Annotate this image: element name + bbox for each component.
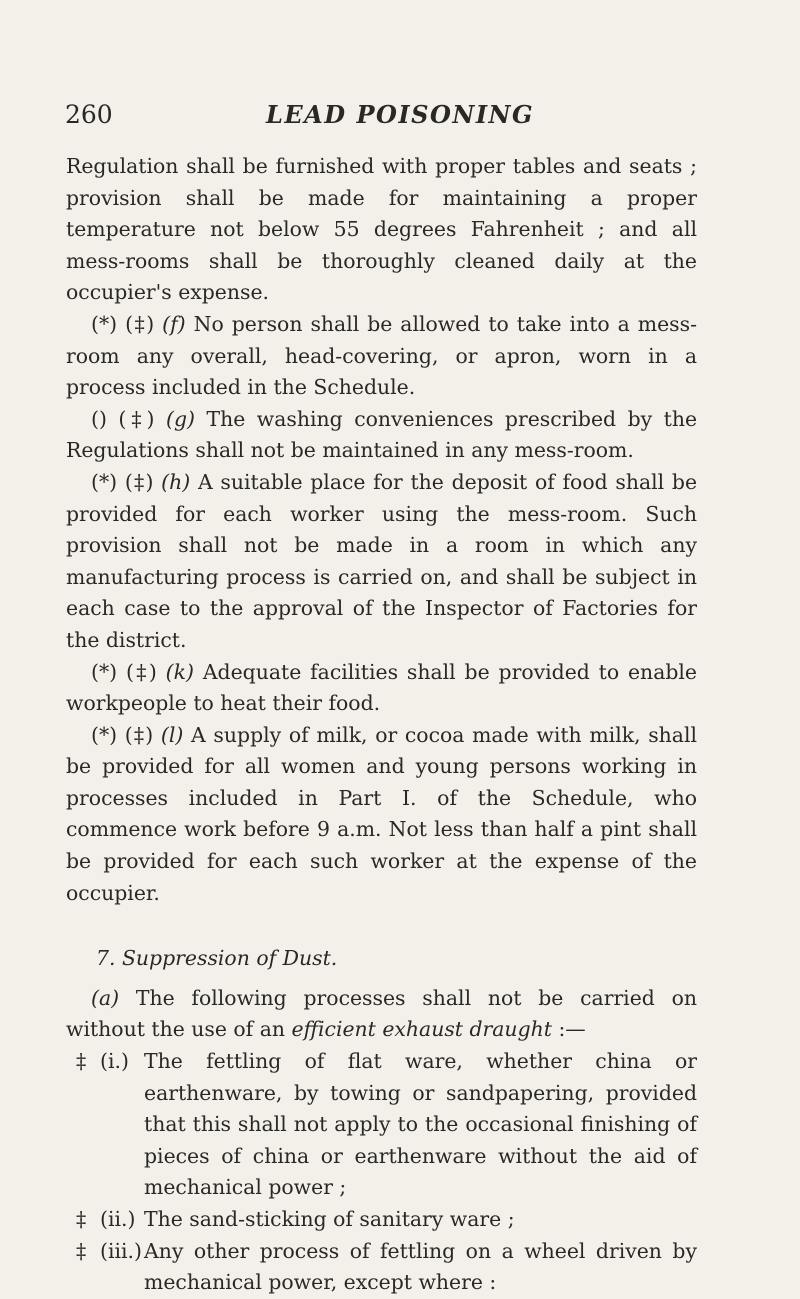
body-text — [66, 151, 697, 1299]
page-number: 260 — [65, 100, 113, 129]
regulation-a-tail: :— — [558, 1017, 586, 1042]
regulation-h-text: A suitable place for the deposit of food shall be provided for each worker using the mess-room. Such provision shall not be made in a room in which any manufacturing process is carried on, and shall be subject in each case to the approval of the Inspector of Factories for the district. — [66, 469, 698, 652]
regulation-f-text: No person shall be allowed to take into a mess-room any overall, head-covering, or apron, worn in a process included in the Schedule. — [66, 311, 697, 400]
regulation-l-prefix: (*) (‡) — [91, 722, 154, 747]
list-item — [66, 1046, 697, 1204]
regulation-h-prefix: (*) (‡) — [91, 469, 154, 494]
regulation-l-label: (l) — [160, 722, 184, 747]
regulation-f — [66, 309, 697, 404]
list-item-text: The sand-sticking of sanitary ware ; — [144, 1207, 515, 1231]
section-heading — [66, 943, 697, 975]
running-title: LEAD POISONING — [266, 100, 534, 129]
regulation-l — [66, 720, 697, 910]
page-header — [65, 100, 735, 140]
regulation-k-label: (k) — [165, 659, 194, 684]
regulation-a — [66, 983, 697, 1046]
regulation-h-label: (h) — [161, 469, 191, 494]
list-item-number: (ii.) — [100, 1207, 136, 1231]
double-dagger-mark: ‡ — [76, 1049, 87, 1074]
regulation-a-text: The following processes shall not be carried on without the use of an — [66, 985, 698, 1042]
regulation-k — [66, 657, 697, 720]
section-title: Suppression of Dust. — [121, 946, 338, 971]
list-item-number: (iii.) — [100, 1238, 142, 1263]
regulation-h — [66, 467, 697, 657]
regulation-f-prefix: (*) (‡) — [91, 311, 155, 336]
regulation-g-label: (g) — [166, 406, 195, 431]
double-dagger-mark: ‡ — [76, 1238, 87, 1263]
paragraph-continuation: Regulation shall be furnished with proper tables and seats ; provision shall be made for maintaining a proper temperature not below 55 degrees Fahrenheit ; and all mess-rooms shall be thoroughly cleaned daily at the occupier's expense. — [66, 154, 697, 305]
regulation-g — [66, 404, 697, 467]
double-dagger-mark: ‡ — [76, 1207, 87, 1231]
regulation-a-emphasis: efficient exhaust draught — [291, 1017, 552, 1042]
list-item-text: The fettling of flat ware, whether china or earthenware, by towing or sandpapering, provided that this shall not apply to the occasional finishing of pieces of china or earthenware without the aid of mechanical power ; — [144, 1049, 697, 1200]
list-item — [66, 1236, 697, 1299]
regulation-g-text: The washing conveniences prescribed by the Regulations shall not be maintained in any mess-room. — [66, 406, 698, 463]
regulation-f-label: (f) — [162, 311, 186, 336]
list-item — [66, 1204, 697, 1236]
regulation-a-label: (a) — [91, 985, 120, 1010]
regulation-k-text: Adequate facilities shall be provided to enable workpeople to heat their food. — [66, 659, 697, 716]
list-item-number: (i.) — [100, 1049, 129, 1074]
regulation-g-prefix: () (‡) — [91, 406, 155, 431]
regulation-l-text: A supply of milk, or cocoa made with milk, shall be provided for all women and young persons working in processes included in Part I. of the Schedule, who commence work before 9 a.m. Not less than half a pint shall be provided for each such worker at the expense of the occupier. — [66, 722, 698, 905]
regulation-k-prefix: (*) (‡) — [91, 659, 157, 684]
section-number: 7. — [96, 946, 116, 971]
list-item-text: Any other process of fettling on a wheel driven by mechanical power, except where : — [144, 1238, 697, 1295]
